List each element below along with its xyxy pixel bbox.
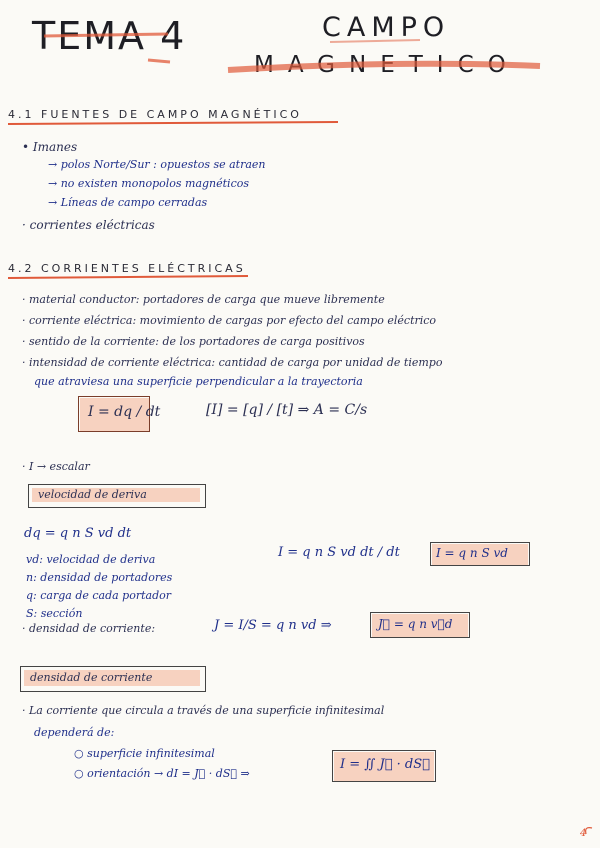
eq-J-boxed: J⃗ = q n v⃗d [378, 617, 453, 631]
bullet-corriente: · corriente eléctrica: movimiento de cargas por efecto del campo eléctrico [22, 314, 437, 327]
eq-flux: I = ∬ J⃗ · dS⃗ [340, 757, 430, 772]
bullet-intensidad: · intensidad de corriente eléctrica: cantidad de carga por unidad de tiempo [22, 356, 443, 369]
section-4-2-heading: 4.2 CORRIENTES ELÉCTRICAS [8, 262, 246, 275]
tema-title: TEMA 4 [32, 14, 187, 58]
densidad-line-4-text: orientación → dI = J⃗ · dS⃗ ⇒ [87, 767, 250, 780]
bullet-sentido-text: sentido de la corriente: de los portadores de carga positivos [29, 335, 365, 348]
eq-units: [I] = [q] / [t] ⇒ A = C/s [206, 402, 368, 418]
bullet-material-text: material conductor: portadores de carga que mueve libremente [29, 293, 385, 306]
eq-I-deriva: I = q n S vd dt / dt [278, 545, 400, 560]
densidad-line-1: · La corriente que circula a través de una superficie infinitesimal [22, 704, 385, 717]
densidad-line-4: ○ orientación → dI = J⃗ · dS⃗ ⇒ [74, 767, 250, 780]
page-number: 4 [580, 828, 587, 839]
densidad-label: densidad de corriente [30, 671, 153, 684]
deriva-var-s: S: sección [26, 607, 83, 620]
densidad-item: · densidad de corriente: [22, 622, 156, 635]
densidad-line-1-text: La corriente que circula a través de una superficie infinitesimal [29, 704, 385, 717]
imanes-item: • Imanes [22, 140, 78, 154]
densidad-text: densidad de corriente: [29, 622, 156, 635]
dq-eq: dq = q n S vd dt [24, 526, 132, 541]
deriva-var-n: n: densidad de portadores [26, 571, 173, 584]
campo-title: CAMPO [322, 12, 451, 43]
section-4-1-heading: 4.1 FUENTES DE CAMPO MAGNÉTICO [8, 108, 302, 121]
escalar-item: · I → escalar [22, 460, 90, 473]
imanes-line-1: → polos Norte/Sur : opuestos se atraen [48, 158, 266, 171]
corrientes-item: · corrientes eléctricas [22, 218, 155, 232]
corrientes-label: corrientes eléctricas [29, 218, 155, 232]
densidad-line-3: ○ superficie infinitesimal [74, 747, 215, 760]
magnetico-title: MAGNETICO [254, 52, 520, 78]
bullet-intensidad-text: intensidad de corriente eléctrica: cantidad de carga por unidad de tiempo [29, 356, 443, 369]
deriva-var-q: q: carga de cada portador [26, 589, 172, 602]
bullet-corriente-text: corriente eléctrica: movimiento de cargas por efecto del campo eléctrico [29, 314, 437, 327]
bullet-material: · material conductor: portadores de carga que mueve libremente [22, 293, 385, 306]
deriva-var-vd: vd: velocidad de deriva [26, 553, 156, 566]
eq-intensity: I = dq / dt [88, 404, 161, 420]
densidad-line-3-text: superficie infinitesimal [87, 747, 215, 760]
eq-I-boxed: I = q n S vd [436, 546, 508, 560]
eq-J: J = I/S = q n vd ⇒ [214, 618, 332, 633]
imanes-line-2: → no existen monopolos magnéticos [48, 177, 250, 190]
imanes-line-3: → Líneas de campo cerradas [48, 196, 208, 209]
deriva-label: velocidad de deriva [38, 488, 147, 501]
densidad-line-2: dependerá de: [34, 726, 115, 739]
escalar-text: I → escalar [29, 460, 90, 473]
bullet-sentido: · sentido de la corriente: de los portadores de carga positivos [22, 335, 365, 348]
imanes-label: Imanes [32, 140, 78, 154]
bullet-intensidad-cont: que atraviesa una superficie perpendicular a la trayectoria [34, 375, 363, 388]
